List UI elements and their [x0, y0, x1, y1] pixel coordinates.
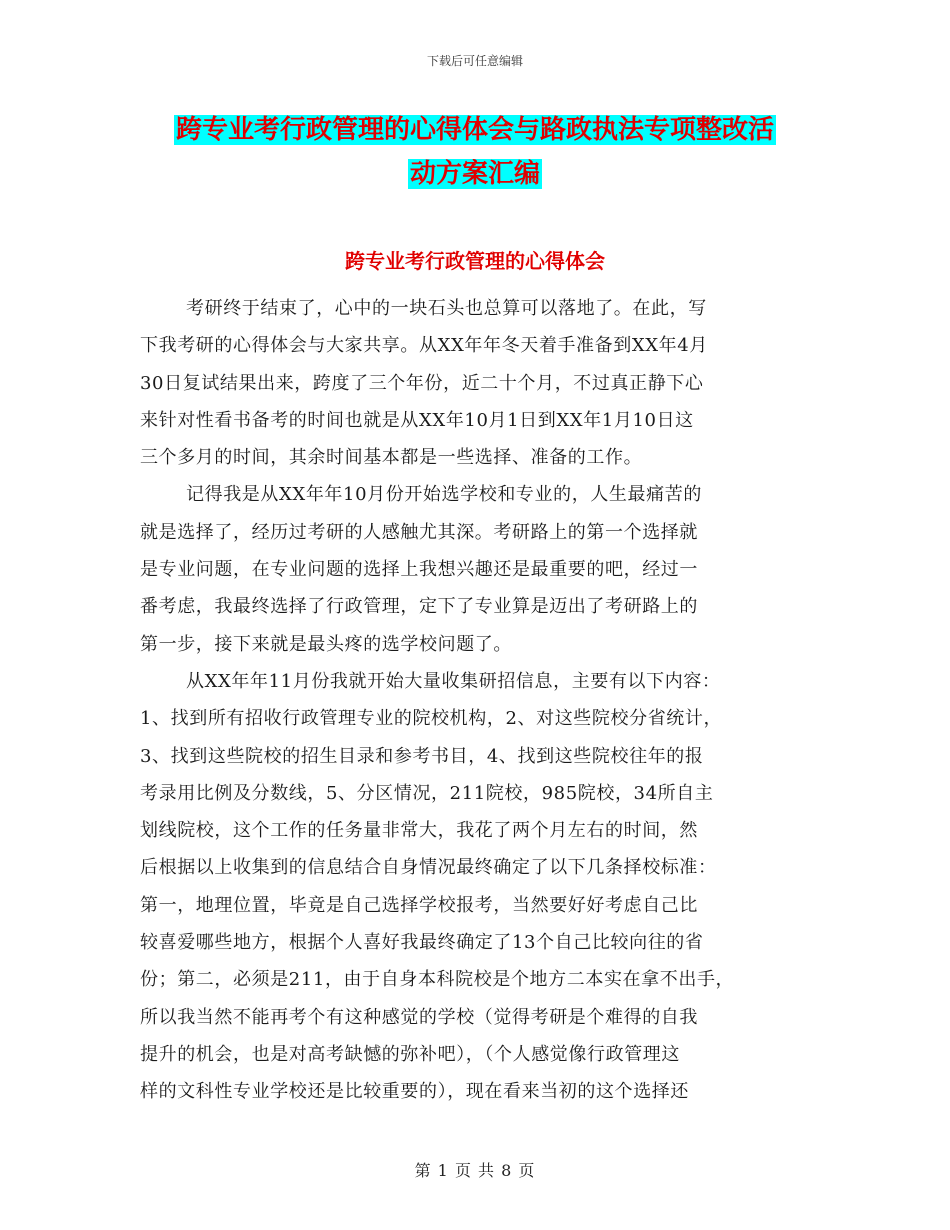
title-highlight-1: 跨专业考行政管理的心得体会与路政执法专项整改活 [175, 115, 774, 145]
paragraph-line: 第一步，接下来就是最头疼的选学校问题了。 [140, 633, 512, 655]
title-highlight-2: 动方案汇编 [409, 159, 540, 189]
header-note: 下载后可任意编辑 [426, 54, 523, 68]
paragraph-line: 第一，地理位置，毕竟是自己选择学校报考，当然要好好考虑自己比 [140, 894, 698, 916]
page-footer: 第 1 页 共 8 页 [414, 1161, 536, 1180]
paragraph-line: 较喜爱哪些地方，根据个人喜好我最终确定了13个自己比较向往的省 [140, 932, 704, 954]
paragraph-line: 下我考研的心得体会与大家共享。从XX年年冬天着手准备到XX年4月 [140, 335, 708, 357]
paragraph-line: 是专业问题，在专业问题的选择上我想兴趣还是最重要的吧，经过一 [140, 559, 698, 581]
paragraph-line: 番考虑，我最终选择了行政管理，定下了专业算是迈出了考研路上的 [140, 596, 698, 618]
paragraph-line: 三个多月的时间，其余时间基本都是一些选择、准备的工作。 [140, 447, 643, 469]
paragraph-line: 从XX年年11月份我就开始大量收集研招信息，主要有以下内容： [186, 670, 721, 692]
document-title-line-1 [0, 110, 950, 150]
paragraph-line: 来针对性看书备考的时间也就是从XX年10月1日到XX年1月10日这 [140, 409, 694, 431]
document-title-line-2 [0, 154, 950, 194]
paragraph-line: 3、找到这些院校的招生目录和参考书目，4、找到这些院校往年的报 [140, 745, 704, 767]
paragraph-line: 划线院校，这个工作的任务量非常大，我花了两个月左右的时间，然 [140, 820, 698, 842]
paragraph-line: 提升的机会，也是对高考缺憾的弥补吧），（个人感觉像行政管理这 [140, 1043, 680, 1065]
body-text [140, 290, 820, 1111]
paragraph-line: 30日复试结果出来，跨度了三个年份，近二十个月，不过真正静下心 [140, 372, 704, 394]
paragraph-line: 记得我是从XX年年10月份开始选学校和专业的，人生最痛苦的 [186, 484, 702, 506]
paragraph-line: 1、找到所有招收行政管理专业的院校机构，2、对这些院校分省统计， [140, 708, 723, 730]
section-heading: 跨专业考行政管理的心得体会 [345, 249, 605, 273]
paragraph-line: 样的文科性专业学校还是比较重要的），现在看来当初的这个选择还 [140, 1081, 689, 1103]
paragraph-line: 份；第二，必须是211，由于自身本科院校是个地方二本实在拿不出手， [140, 969, 735, 991]
paragraph-line: 就是选择了，经历过考研的人感触尤其深。考研路上的第一个选择就 [140, 521, 698, 543]
paragraph-line: 后根据以上收集到的信息结合自身情况最终确定了以下几条择校标准： [140, 857, 717, 879]
paragraph-line: 考研终于结束了，心中的一块石头也总算可以落地了。在此，写 [186, 298, 707, 319]
paragraph-line: 考录用比例及分数线，5、分区情况，211院校，985院校，34所自主 [140, 782, 714, 804]
paragraph-line: 所以我当然不能再考个有这种感觉的学校（觉得考研是个难得的自我 [140, 1006, 698, 1028]
